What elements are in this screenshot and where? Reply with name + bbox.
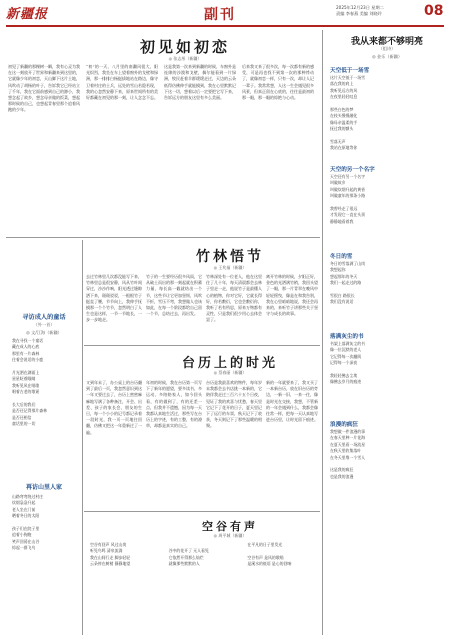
sidebar-subtitle: （组诗） <box>378 46 396 51</box>
article3-col1: 又到年末了，办公桌上的台历翻到了最后一页，我忽然意识到这一年又要过去了，台历上密密麻麻地写满了各种备注，开会、出差、孩子的家长会、朋友的生日，每一个小小的记号都记录着一段时光，我一页一页地往回翻，仿佛又把这一年重新过了一遍。 <box>86 380 142 435</box>
article1-col1: 初见了新疆的那棵树一瞬，我有心灵为我在这一刻放开了世界和新疆来到这里的，它就像少年的初恋，天山脚下这片土地，风吹动了胡杨的叶子，告诉我它已经站立了千年，我在它面前感到自己的渺小，我想念起了故乡，想念母亲做的饭菜，想起那时候的自己，也想起青春里那个追着风跑的少年。 <box>8 64 80 113</box>
divider <box>6 237 320 238</box>
article3-col4: 新的一年就要来了，我又买了一本新台历，放在旧台历的旁边，一新一旧，一来一往，像是时光在交接，我想，不管新的一年会遇到什么，我都会像往常一样，把每一天认真地写进台历里，让时光留下痕迹。 <box>266 380 318 423</box>
column-divider <box>82 240 83 635</box>
leftbox2-title: 再访山里人家 <box>25 484 62 491</box>
article3-title: 台历上的时光 <box>181 356 278 371</box>
article1-byline: ◎ 张志彤（新疆） <box>168 56 202 61</box>
sidebar-section-heading: 天空的另一个名字 <box>330 167 375 173</box>
article1-title: 初见如初恋 <box>139 38 230 56</box>
divider <box>84 345 320 346</box>
article4-poem: 空谷有回声 风过山岗 听见鸟鸣 清泉流淌 我在山间行走 脚步轻轻 云朵停在树梢 静静地望 谷中的花开了 无人看见 它依然开得那么灿烂 就像那些默默的人 在平凡的日子里发光 空谷有声 是风的歌唱 是溪水的低语 是心的回响 <box>90 542 292 567</box>
newspaper-logo: 新疆报 <box>6 7 49 22</box>
sidebar-divider <box>322 30 323 635</box>
masthead <box>6 3 444 25</box>
leftbox1-poem: 我在寻找一个童话 藏在成人的心底 那里有一片森林 住着会说话的小鹿 月光洒在湖面上 星星眨着眼睛 我听见风在唱歌 唱着古老的歌谣 长大后的我们 是否还记得那片森林 是否还相信 童话里的一切 <box>12 338 48 427</box>
sidebar-section-poem: 这片天空低于一场雪 落在我的肩上 我听见远方的风 在夜里轻轻叹息 那些白色的梦 在枝头慢慢融化 像母亲温柔的手 抚过我的额头 雪落无声 我站在原地等你 <box>330 75 366 151</box>
leftbox1-title: 寻访成人的童话 <box>22 314 66 321</box>
article2-col4: 离开竹林的时候，夕阳正好，金色的光洒满竹梢，我回头望了一眼，那一片青翠在晚风中轻轻摇曳，像是在和我告别，我在心里暗暗地说，我还会再来的，来听竹子讲那些关于坚守与成长的故事。 <box>266 274 318 317</box>
article2-byline: ◎ 王兆福（新疆） <box>213 265 247 270</box>
article2-title: 竹林悟节 <box>196 249 264 265</box>
leftbox1-byline: ◎ 文/江海（新疆） <box>26 330 62 335</box>
issue-meta <box>336 5 416 17</box>
sidebar-section-heading: 冬日的雪 <box>330 254 353 260</box>
article1-col3: 这是我第一次来到新疆的时候，车窗外是连绵的沙漠和戈壁，偶尔能看到一片绿洲，牧民赶着羊群缓缓走过，天边的云朵低得仿佛伸手就能摸到，我在心里默默记下这一切，想着以后一定要把它写下来，告诉远方的朋友这里有多么美丽。 <box>164 64 236 101</box>
sidebar-byline: ◎ 金乐（新疆） <box>371 54 403 59</box>
sidebar-section-poem: 冬日的雪落满了山岗 我想起你 想起那年的冬天 我们一起走过的路 雪很白 路很长 我们没有说话 <box>330 261 366 305</box>
article3-byline: ◎ 蔡春丽（新疆） <box>213 370 247 375</box>
sidebar-section-poem: 书架上落满灰尘的书 像一位沉默的老人 它记得每一次翻阅 记得每一个深夜 我轻轻拂去尘埃 像拂去岁月的痕迹 <box>330 341 366 385</box>
leftbox2-poem: 山路弯弯绕过村庄 炊烟袅袅升起 老人坐在门前 晒着冬日的太阳 孩子们在院子里 追着小狗跑 笑声回荡在山谷 惊起一群飞鸟 <box>12 494 44 551</box>
sidebar-section-poem: 天空还有另一个名字 叫做故乡 叫做炊烟升起的黄昏 叫做童年的那条小路 我曾经走了很远 才发现它一直在头顶 静静地看着我 <box>330 174 366 224</box>
article4-byline: ◎ 周平城（新疆） <box>213 533 247 538</box>
divider <box>84 511 320 512</box>
sidebar-section-heading: 落满灰尘的书 <box>330 334 364 340</box>
sidebar-title: 我从来都不够明亮 <box>350 37 423 47</box>
sidebar-section-heading: 天空低于一场雪 <box>330 68 370 74</box>
article2-col2: 竹子的一生要经历很多风雨，它从破土而出的那一刻起就在积蓄力量，每长高一截就结出一个节，这些节让它更加坚韧，风吹不折，雪压不弯，我想做人也该如此，在每一个阶段都给自己留一个节，总结过去，再出发。 <box>146 274 202 317</box>
masthead-rule <box>6 25 444 27</box>
article1-col2: “初”的一天，八月里的南疆风很大，阳光炽烈，我坐在车上望着窗外的戈壁和绿洲，那一排排白杨挺拔地站在路边，像守卫着村庄的士兵，远处的雪山若隐若现，我的心忽然安静下来，原来世间所有的美好都藏在初见的那一刻，让人念念不忘。 <box>86 64 158 101</box>
article2-col1: 去过竹林里几次都没能写下来，竹林里总是很安静，风从竹叶间穿过，沙沙作响，阳光透过缝隙洒下来，斑斑驳驳，一根根竹子挺直了腰，节节向上，我伸手抚摸那一个个竹节，忽然明白了人生也是这样，一节一节地长，一步一步地走。 <box>86 274 142 323</box>
article1-col4: 后来我又来了很多次，每一次都有新的感受，可是再也找不到第一次的那种悸动了，就像初恋一样，只有一次，却让人记一辈子。我常常想，人这一生会遇见很多风景，但真正留在心底的，往往是最初的那一眼，那一眼的惊艳与心动。 <box>242 64 314 101</box>
article3-col2: 年初的时候，我在台历第一页写下了新年的愿望，要多读书、多运动、多陪陪家人，如今回头看，有的做到了，有的还差一点，但我并不遗憾，因为每一天我都认真地生活过，那些写在台历上的字迹，有的工整，有的潦草，却都是真实的自己。 <box>146 380 202 429</box>
article4-title: 空谷有声 <box>202 520 258 533</box>
issue-editors: 责编 李春燕 美编 刘晓玲 <box>336 11 382 16</box>
section-title: 副刊 <box>204 7 236 23</box>
article2-col3: 竹林深处有一位老人，他在这里住了几十年，每天清晨都会去林子里走一走，他说竹子是最懂人心的植物，你对它好，它就长得好，你若敷衍，它也会敷衍你，我听了若有所思，原来万物都有灵性，只是我们很少用心去体会罢了。 <box>206 274 262 323</box>
page-number: 08 <box>424 3 444 19</box>
article3-col3: 台历是我最喜欢的物件，每年岁末我都会去书店挑一本新的，它陪伴我走过三百六十五个日夜，见证了我的欢喜与忧愁，春天里它记下了花开的日子，夏天里记下了远行的车票，秋天记下了收获，冬天则记下了那些温暖的相聚。 <box>206 380 262 429</box>
leftbox1-subtitle: （外一首） <box>33 322 55 327</box>
sidebar-section-poem: 我想做一件浪漫的事 在春天里种一片花海 在夏天里看一场流星 在秋天里收集落叶 在冬天里堆一个雪人 这是我的疯狂 也是我的浪漫 <box>330 429 366 479</box>
issue-date: 2025年12月23日 星期二 <box>336 5 384 10</box>
sidebar-section-heading: 浪漫的疯狂 <box>330 422 358 428</box>
